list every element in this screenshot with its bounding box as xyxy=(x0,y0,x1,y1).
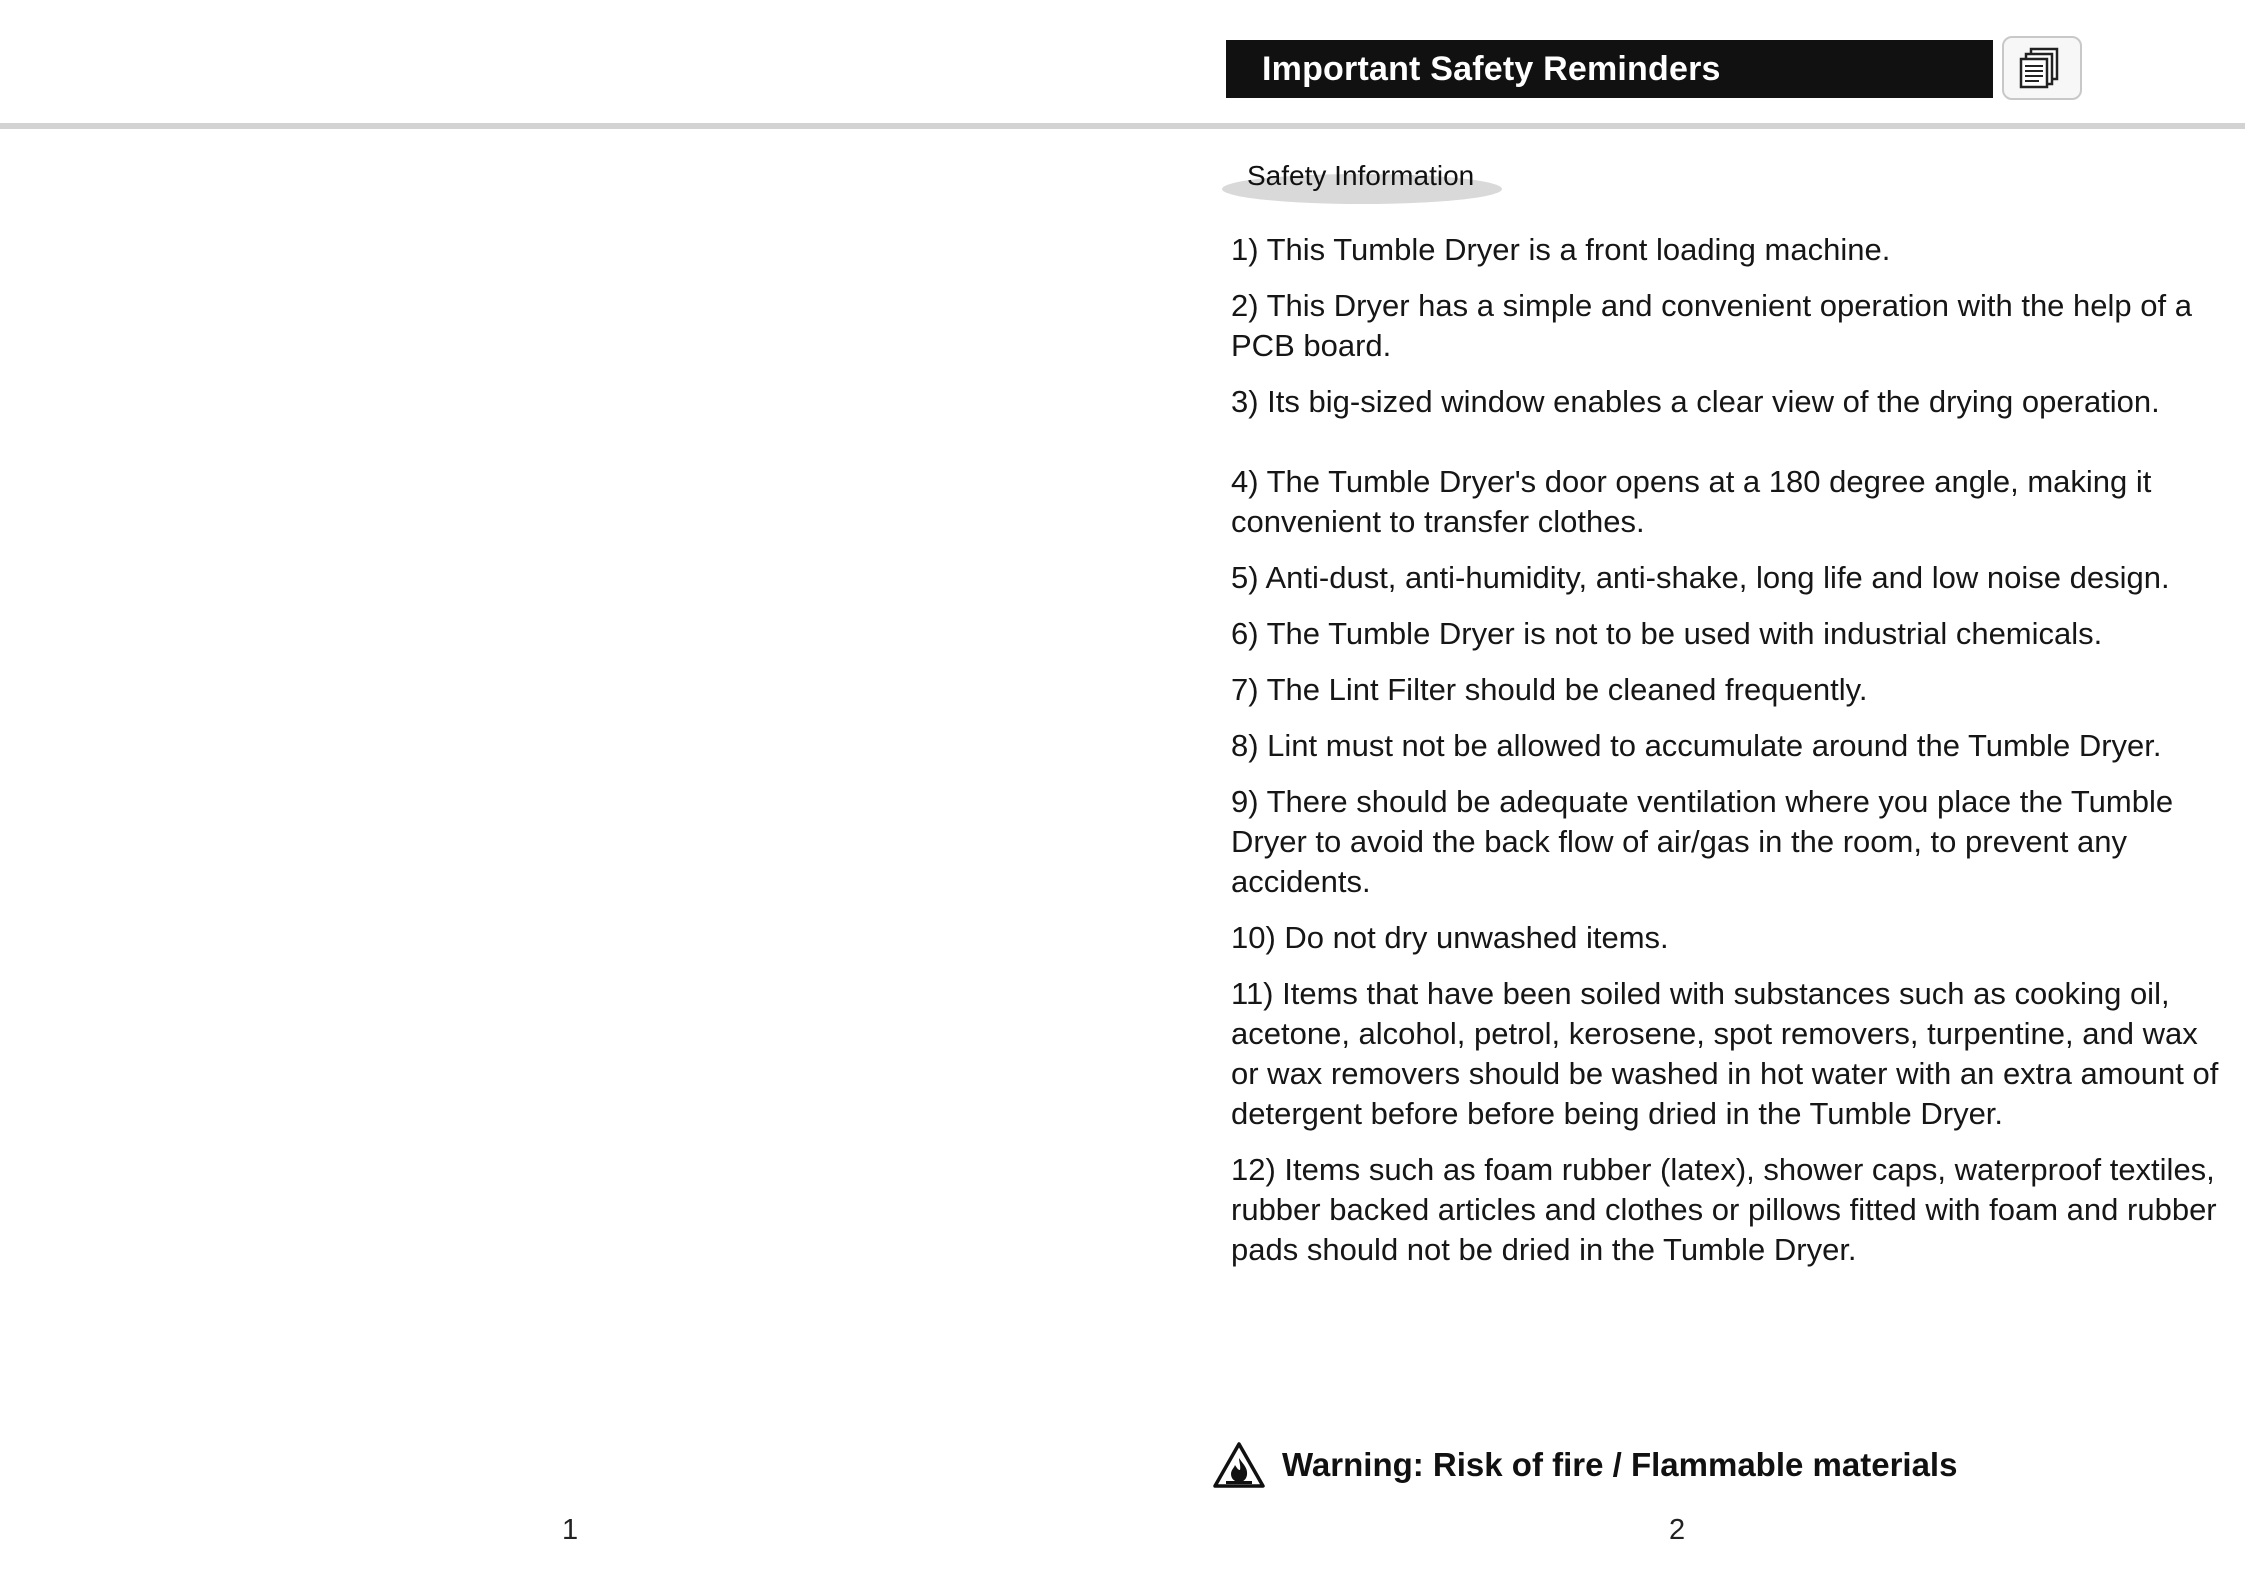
safety-item: 10) Do not dry unwashed items. xyxy=(1231,920,1669,955)
safety-item: 1) This Tumble Dryer is a front loading machine. xyxy=(1231,232,1891,267)
page-title: Important Safety Reminders xyxy=(1262,49,1721,88)
header-divider xyxy=(0,123,2245,129)
safety-item: 5) Anti-dust, anti-humidity, anti-shake, long life and low noise design. xyxy=(1231,560,2170,595)
fire-warning-icon xyxy=(1212,1441,1266,1489)
document-stack-icon xyxy=(2002,36,2082,100)
fire-warning xyxy=(1212,1441,1957,1489)
safety-item: 11) Items that have been soiled with substances such as cooking oil, acetone, alcohol, petrol, kerosene, spot removers, turpentine, and wax or wax removers should be washed in hot water with an extra amount of detergent before before being dried in the Tumble Dryer. xyxy=(1231,976,2219,1131)
page-number-right: 2 xyxy=(1669,1514,1686,1546)
safety-item: 12) Items such as foam rubber (latex), shower caps, waterproof textiles, rubber backed articles and clothes or pillows fitted with foam and rubber pads should not be dried in the Tumble Dryer. xyxy=(1231,1152,2217,1267)
safety-item: 9) There should be adequate ventilation where you place the Tumble Dryer to avoid the back flow of air/gas in the room, to prevent any accidents. xyxy=(1231,784,2174,899)
section-heading-label: Safety Information xyxy=(1247,160,1475,191)
safety-item: 4) The Tumble Dryer's door opens at a 180 degree angle, making it convenient to transfer clothes. xyxy=(1231,464,2152,539)
header-bar xyxy=(1226,40,1993,98)
safety-item: 3) Its big-sized window enables a clear view of the drying operation. xyxy=(1231,384,2160,419)
safety-item: 7) The Lint Filter should be cleaned frequently. xyxy=(1231,672,1868,707)
safety-item: 8) Lint must not be allowed to accumulate around the Tumble Dryer. xyxy=(1231,728,2162,763)
safety-item: 6) The Tumble Dryer is not to be used with industrial chemicals. xyxy=(1231,616,2103,651)
page-number-left: 1 xyxy=(562,1514,579,1546)
safety-item: 2) This Dryer has a simple and convenient operation with the help of a PCB board. xyxy=(1231,288,2192,363)
safety-list xyxy=(1231,230,2231,1286)
section-heading xyxy=(1222,156,1502,204)
fire-warning-text: Warning: Risk of fire / Flammable materials xyxy=(1282,1446,1958,1483)
